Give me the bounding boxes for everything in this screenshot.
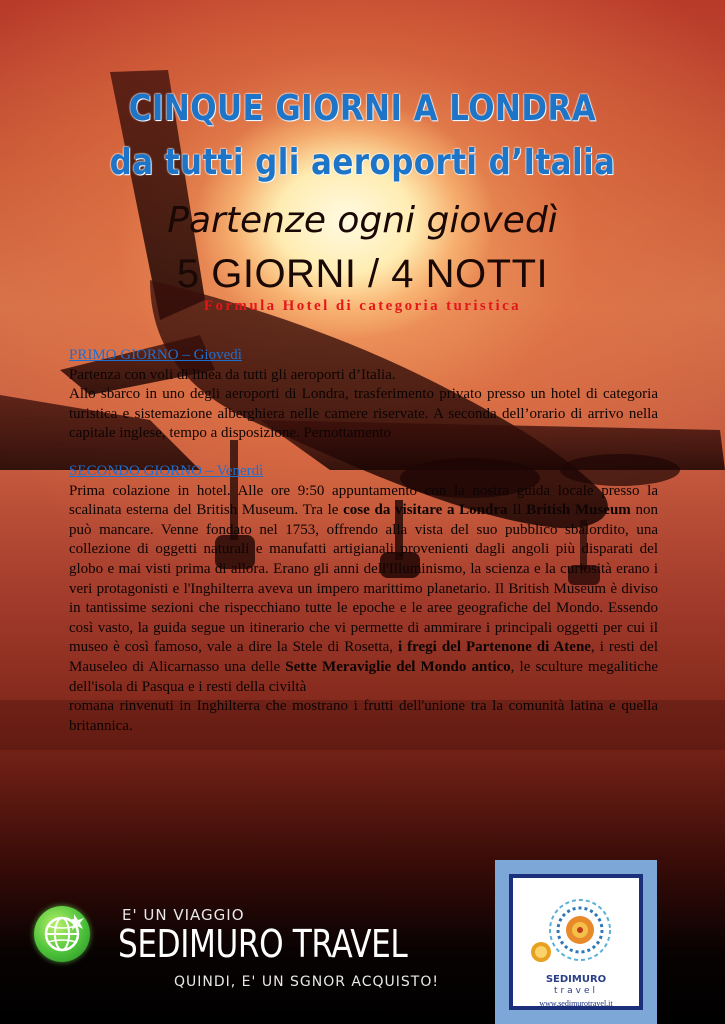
day2-text-1: Prima colazione in hotel. Alle ore 9:50 appuntamento con la nostra guida locale presso la scalinata esterna del British Museum. Tra le [69, 482, 658, 519]
day1-paragraph-1: Partenza con voli di linea da tutti gli aeroporti d’Italia. [69, 366, 396, 383]
itinerary-text [69, 346, 658, 736]
day2-bold-partenone: i fregi del Partenone di Atene [397, 639, 591, 656]
subtitle-aeroporti: da tutti gli aeroporti d’Italia [109, 142, 616, 183]
day2-bold-sette-meraviglie: Sette Meraviglie del Mondo antico [285, 658, 511, 675]
sedimuro-badge-logo [495, 860, 657, 1024]
departures-line: Partenze ogni giovedì [167, 200, 558, 241]
badge-brand-name: SEDIMURO [545, 974, 607, 985]
day2-text-2: Il [507, 502, 527, 519]
badge-website[interactable]: www.sedimurotravel.it [539, 999, 613, 1008]
slogan-bottom: QUINDI, E' UN SGNOR ACQUISTO! [174, 974, 439, 990]
day2-title[interactable]: SECONDO GIORNO – Venerdì [69, 462, 264, 479]
sedimuro-travel-slogan-logo [34, 900, 454, 1010]
badge-inner [509, 874, 643, 1010]
day1-paragraph-2: Allo sbarco in uno degli aeroporti di Londra, trasferimento privato presso un hotel di categoria turistica e sistemazione alberghiera nelle camere riservate. A seconda dell’orario di arrivo nella capitale inglese, tempo a disposizione. Pernottamento [69, 386, 658, 442]
brand-name: SEDIMURO TRAVEL [118, 922, 408, 966]
mandala-icon [517, 882, 643, 982]
day2-bold-cose-da-visitare: cose da visitare a Londra [343, 502, 508, 519]
globe-icon [34, 906, 90, 962]
hotel-formula-line: Formula Hotel di categoria turistica [203, 298, 522, 314]
day2-bold-british-museum: British Museum [526, 502, 631, 519]
day2-paragraph-end: romana rinvenuti in Inghilterra che mostrano i frutti dell'unione tra la comunità latina e quella britannica. [69, 698, 658, 734]
title-cinque-giorni: CINQUE GIORNI A LONDRA [128, 88, 597, 129]
badge-brand-sub: travel [553, 986, 599, 996]
day1-title[interactable]: PRIMO GIORNO – Giovedì [69, 347, 242, 363]
day2-text-4: , i resti del Mauseleo di Alicarnasso una delle [69, 639, 658, 675]
day2-text-5: , le sculture megalitiche dell'isola di Pasqua e i resti della civiltà [69, 658, 659, 695]
day2-text-3: non può mancare. Venne fondato nel 1753, offrendo alla vista del suo pubblico sbalordito, una collezione di oggetti naturali e manufatti artigianali provenienti dagli angoli più disparati del globo e mai visti prima di allora. Erano gli anni dell'Illuminismo, la scienza e la curiosità erano i veri protagonisti e l'Inghilterra aveva un impero marittimo planetario. Il British Museum è diviso in tantissime sezioni che rispecchiano tutte le epoche e le aree geografiche del Mondo. Essendo così vasto, la guida segue un itinerario che vi permette di ammirare i principali oggetti per cui il museo è così famoso, vale a dire la Stele di Rosetta, [69, 502, 658, 656]
day2-paragraph [69, 482, 658, 698]
duration-line: 5 GIORNI / 4 NOTTI [176, 252, 549, 296]
slogan-top: E' UN VIAGGIO [122, 906, 245, 924]
